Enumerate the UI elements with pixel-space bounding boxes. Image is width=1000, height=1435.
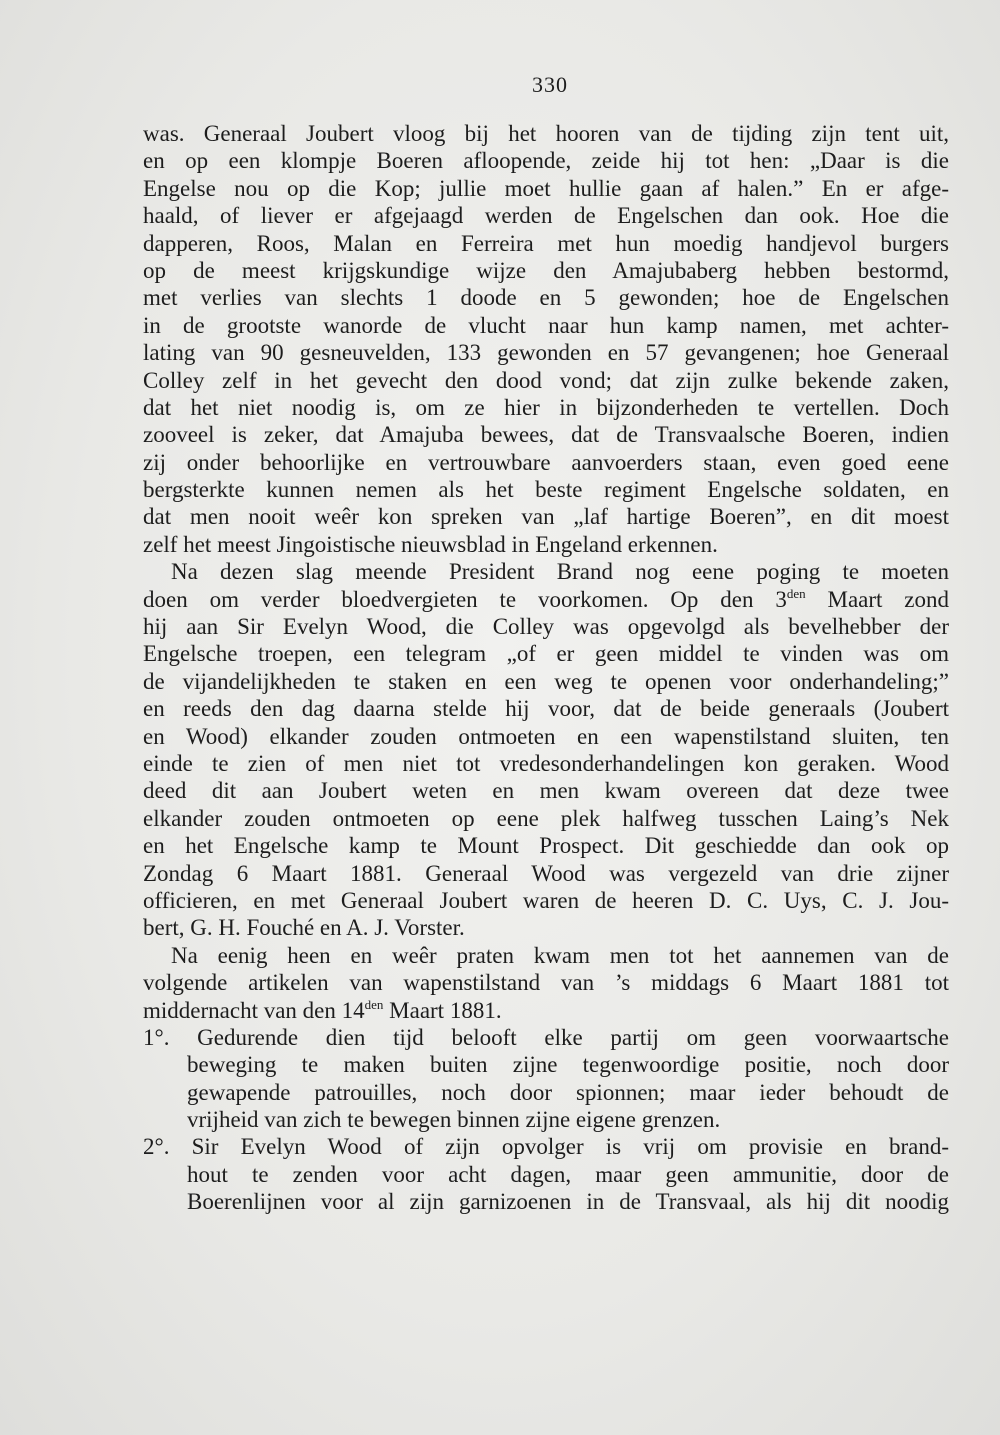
text-line: middernacht van den $14^{den}$ Maart 1881. — [143, 996, 502, 1023]
text-line: en Wood) elkander zouden ontmoeten en een wapenstilstand sluiten, ten — [143, 723, 949, 749]
text-line: zij onder behoorlijke en vertrouwbare aanvoerders staan, even goed eene — [143, 449, 949, 475]
text-line: bert, G. H. Fouché en A. J. Vorster. — [143, 915, 465, 941]
text-line: dat men nooit weêr kon spreken van „laf hartige Boeren”, en dit moest — [143, 504, 949, 530]
text-line: doen om verder bloedvergieten te voorkomen. Op den $3^{den}$ Maart zond — [143, 585, 949, 612]
text-line: lating van 90 gesneuvelden, 133 gewonden en 57 gevangenen; hoe Generaal — [143, 340, 949, 366]
text-line: haald, of liever er afgejaagd werden de Engelschen dan ook. Hoe die — [143, 203, 949, 229]
superscript: den — [364, 996, 384, 1012]
text-line: in de grootste wanorde de vlucht naar hun kamp namen, met achter- — [143, 312, 949, 338]
text-line: officieren, en met Generaal Joubert waren de heeren D. C. Uys, C. J. Jou- — [143, 887, 949, 913]
text-line: elkander zouden ontmoeten op eene plek halfweg tusschen Laing’s Nek — [143, 805, 949, 831]
text-line: zooveel is zeker, dat Amajuba bewees, dat de Transvaalsche Boeren, indien — [143, 422, 949, 448]
text-line: dat het niet noodig is, om ze hier in bijzonderheden te vertellen. Doch — [143, 394, 949, 420]
text-line: 1°. Gedurende dien tijd belooft elke partij om geen voorwaartsche — [143, 1024, 949, 1050]
text-line: gewapende patrouilles, noch door spionnen; maar ieder behoudt de — [187, 1079, 949, 1105]
page-number: 330 — [532, 72, 568, 97]
text-line: dapperen, Roos, Malan en Ferreira met hun moedig handjevol burgers — [143, 230, 949, 256]
superscript: den — [786, 585, 806, 601]
text-line: deed dit aan Joubert weten en men kwam overeen dat deze twee — [143, 778, 949, 804]
text-line: Boerenlijnen voor al zijn garnizoenen in de Transvaal, als hij dit noodig — [187, 1189, 949, 1215]
text-line: en op een klompje Boeren afloopende, zeide hij tot hen: „Daar is die — [143, 148, 949, 174]
text-line: op de meest krijgskundige wijze den Amajubaberg hebben bestormd, — [143, 257, 949, 283]
text-line: vrijheid van zich te bewegen binnen zijne eigene grenzen. — [187, 1107, 721, 1133]
text-line: Engelse nou op die Kop; jullie moet hullie gaan af halen.” En er afge- — [143, 175, 949, 201]
text-line: was. Generaal Joubert vloog bij het hooren van de tijding zijn tent uit, — [143, 121, 949, 146]
text-line: bergsterkte kunnen nemen als het beste regiment Engelsche soldaten, en — [143, 477, 949, 503]
text-line: en het Engelsche kamp te Mount Prospect. Dit geschiedde dan ook op — [143, 833, 949, 859]
text-line: met verlies van slechts 1 doode en 5 gewonden; hoe de Engelschen — [143, 285, 949, 311]
text-line: zelf het meest Jingoistische nieuwsblad in Engeland erkennen. — [143, 531, 718, 557]
body-text — [143, 120, 949, 1216]
text-line: Na dezen slag meende President Brand nog eene poging te moeten — [171, 559, 949, 585]
text-line: Colley zelf in het gevecht den dood vond; dat zijn zulke bekende zaken, — [143, 367, 949, 393]
text-line: en reeds den dag daarna stelde hij voor, dat de beide generaals (Joubert — [143, 696, 949, 722]
text-line: Na eenig heen en weêr praten kwam men tot het aannemen van de — [171, 942, 949, 968]
text-line: hout te zenden voor acht dagen, maar geen ammunitie, door de — [187, 1161, 949, 1187]
text-line: 2°. Sir Evelyn Wood of zijn opvolger is vrij om provisie en brand- — [143, 1134, 949, 1160]
text-line: beweging te maken buiten zijne tegenwoordige positie, noch door — [187, 1052, 949, 1078]
text-line: de vijandelijkheden te staken en een weg te openen voor onderhandeling;” — [143, 668, 949, 694]
text-line: Engelsche troepen, een telegram „of er geen middel te vinden was om — [143, 641, 949, 667]
text-line: Zondag 6 Maart 1881. Generaal Wood was vergezeld van drie zijner — [143, 860, 949, 886]
text-line: hij aan Sir Evelyn Wood, die Colley was opgevolgd als bevelhebber der — [143, 614, 949, 640]
text-line: einde te zien of men niet tot vredesonderhandelingen kon geraken. Wood — [143, 750, 949, 776]
text-line: volgende artikelen van wapenstilstand van ’s middags 6 Maart 1881 tot — [143, 970, 949, 996]
